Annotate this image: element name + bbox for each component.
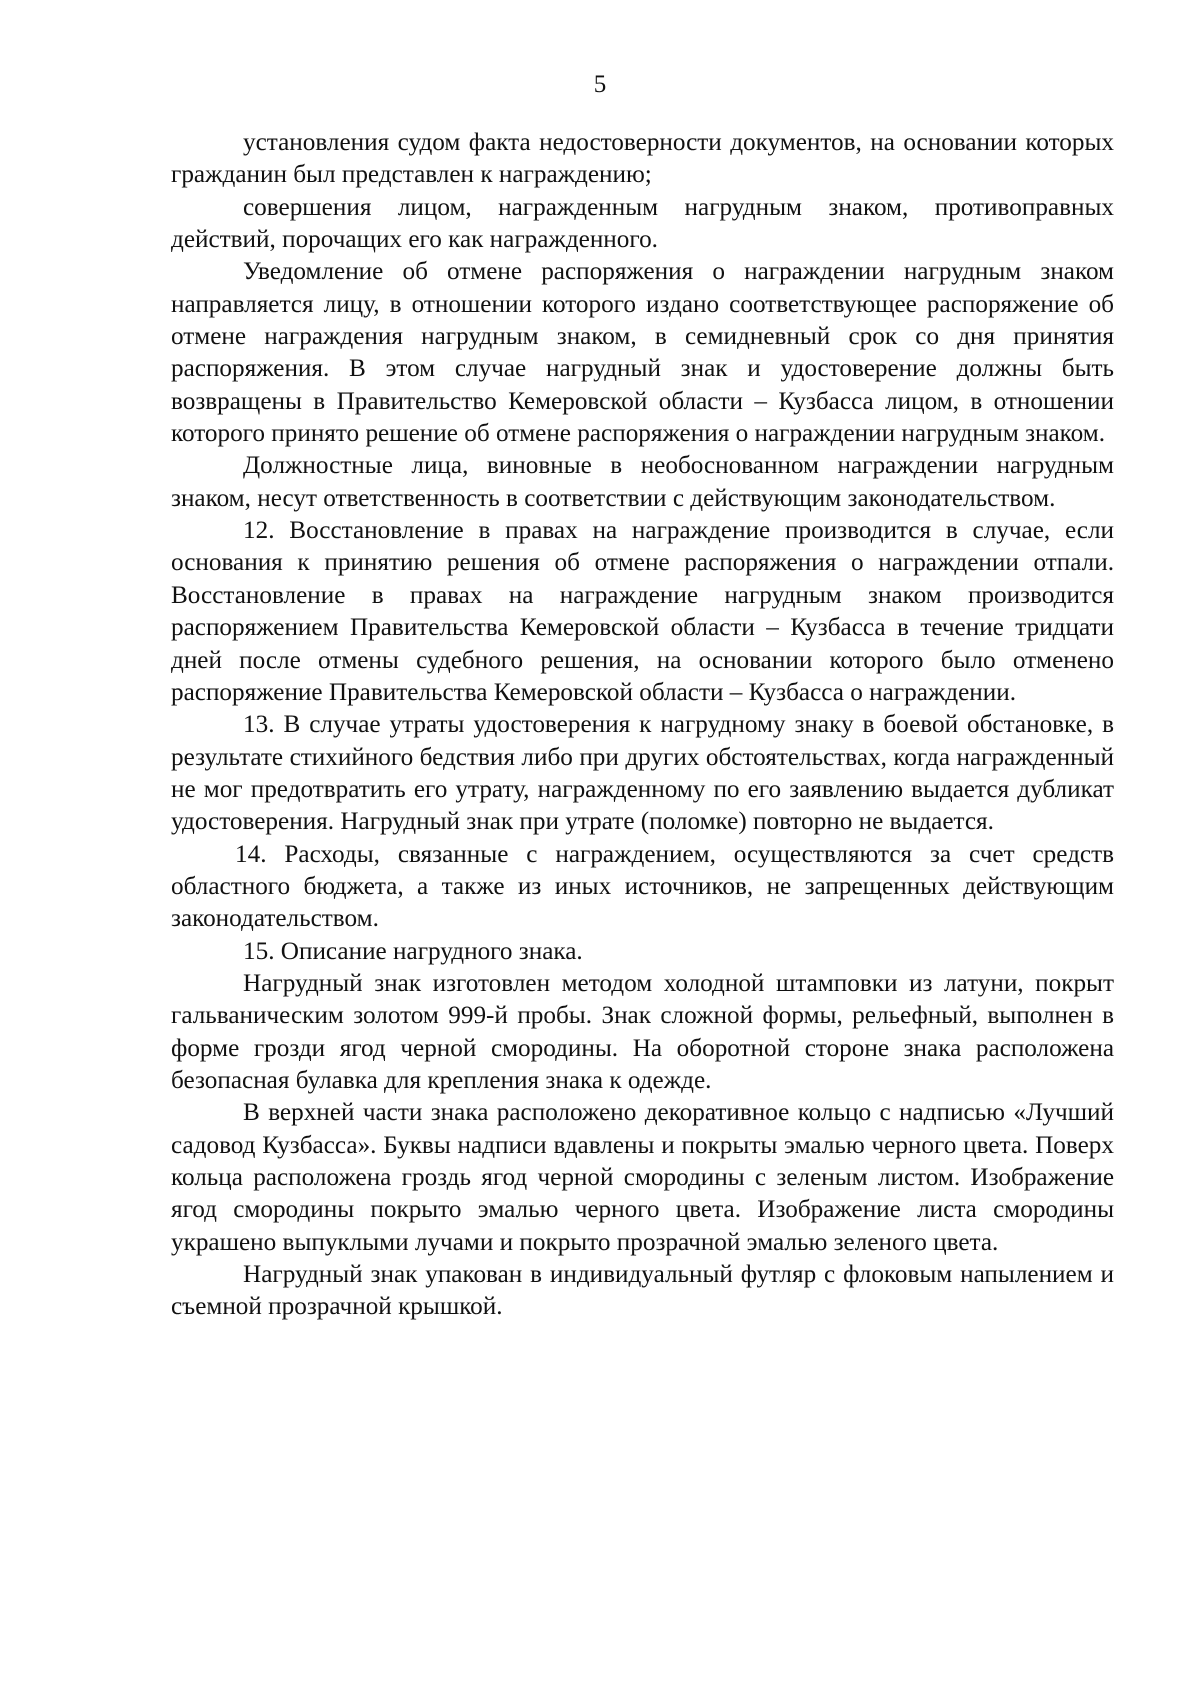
paragraph-cancellation-notice: Уведомление об отмене распоряжения о награждении нагрудным знаком направляется лицу, в отношении которого издано соответствующее распоряжение об отмене награждения нагрудным знаком, в семидневный срок со дня принятия распоряжения. В этом случае нагрудный знак и удостоверение должны быть возвращены в Правительство Кемеровской области – Кузбасса лицом, в отношении которого принято решение об отмене распоряжения о награждении нагрудным знаком. [171,258,1114,448]
document-body [171,127,1114,1324]
paragraph-badge-manufacture: Нагрудный знак изготовлен методом холодной штамповки из латуни, покрыт гальваническим золотом 999-й пробы. Знак сложной формы, рельефный, выполнен в форме грозди ягод черной смородины. На оборотной стороне знака расположена безопасная булавка для крепления знака к одежде. [171,969,1114,1094]
paragraph-court-finding: установления судом факта недостоверности документов, на основании которых гражданин был представлен к награждению; [171,129,1114,189]
page-number: 5 [593,71,607,98]
paragraph-13-certificate-loss: 13. В случае утраты удостоверения к нагрудному знаку в боевой обстановке, в результате стихийного бедствия либо при других обстоятельствах, когда награжденный не мог предотвратить его утрату, награжденному по его заявлению выдается дубликат удостоверения. Нагрудный знак при утрате (поломке) повторно не выдается. [171,711,1114,836]
paragraph-12-restoration: 12. Восстановление в правах на награждение производится в случае, если основания к принятию решения об отмене распоряжения о награждении отпали. Восстановление в правах на награждение нагрудным знаком производится распоряжением Правительства Кемеровской области – Кузбасса в течение тридцати дней после отмены судебного решения, на основании которого было отменено распоряжение Правительства Кемеровской области – Кузбасса о награждении. [171,517,1114,706]
paragraph-officials-liability: Должностные лица, виновные в необоснованном награждении нагрудным знаком, несут ответственность в соответствии с действующим законодательством. [171,452,1114,512]
paragraph-unlawful-actions: совершения лицом, награжденным нагрудным знаком, противоправных действий, порочащих его как награжденного. [171,193,1114,254]
paragraph-14-expenses: 14. Расходы, связанные с награждением, осуществляются за счет средств областного бюджета, а также из иных источников, не запрещенных действующим законодательством. [171,840,1114,933]
paragraph-badge-packaging: Нагрудный знак упакован в индивидуальный футляр с флоковым напылением и съемной прозрачной крышкой. [171,1261,1114,1321]
paragraph-15-badge-description-heading: 15. Описание нагрудного знака. [243,937,583,965]
paragraph-badge-design: В верхней части знака расположено декоративное кольцо с надписью «Лучший садовод Кузбасса». Буквы надписи вдавлены и покрыты эмалью черного цвета. Поверх кольца расположена гроздь ягод черной смородины с зеленым листом. Изображение ягод смородины покрыто эмалью черного цвета. Изображение листа смородины украшено выпуклыми лучами и покрыто прозрачной эмалью зеленого цвета. [171,1099,1114,1256]
